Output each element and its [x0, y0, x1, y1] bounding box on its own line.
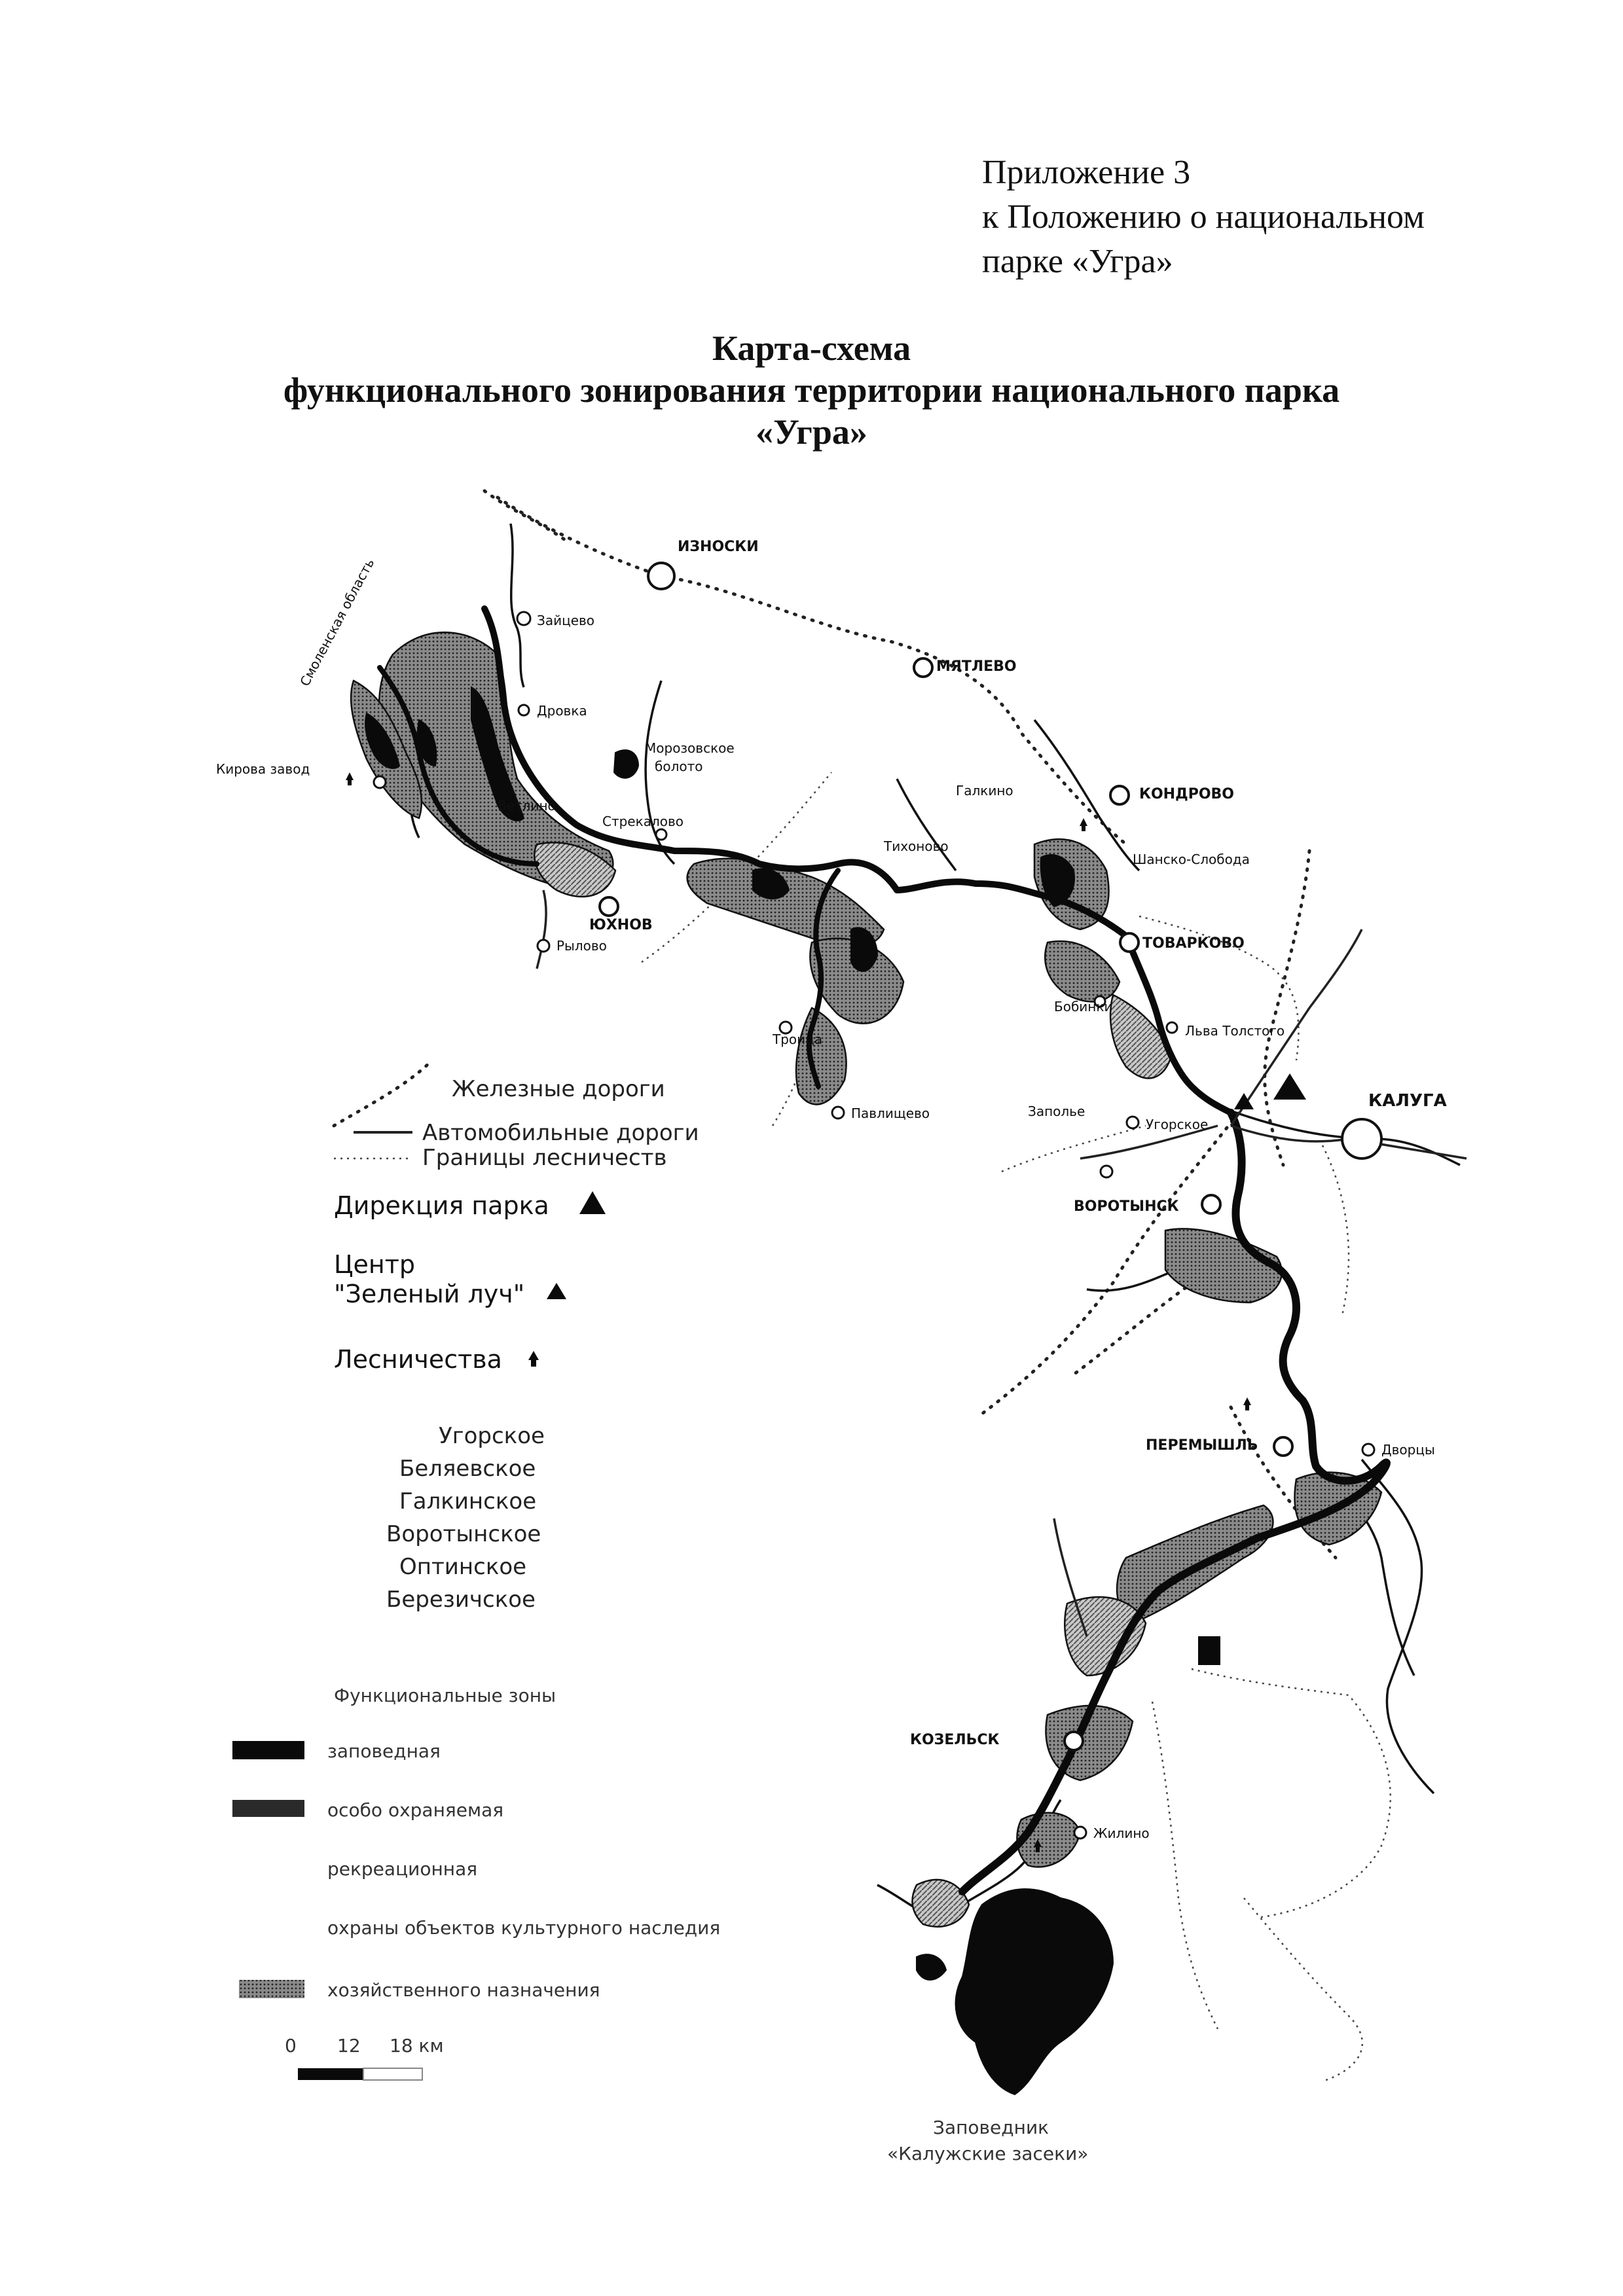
rec-zone-south — [912, 1880, 969, 1927]
town-kondrovo-icon — [1110, 786, 1129, 804]
label-ugorskoe: Угорское — [1146, 1117, 1209, 1132]
zone-vorotynsk-south — [1165, 1229, 1282, 1302]
forestry-border-4 — [1002, 1126, 1146, 1172]
forestry-border-7 — [1152, 1702, 1218, 2029]
title-line-2: функционального зонирования территории национального парка — [283, 370, 1340, 410]
legend-zone-economic: хозяйственного назначения — [327, 1979, 600, 2001]
legend-forestry-1: Угорское — [439, 1423, 545, 1449]
reserve-kaluzhskie-zaseki — [956, 1889, 1113, 2094]
town-iznoski-icon — [648, 563, 674, 589]
legend-zones-title: Функциональные зоны — [334, 1685, 556, 1706]
zones-economic — [351, 632, 1381, 1867]
label-rylkovo: Рылово — [556, 938, 607, 954]
legend-scale-0: 0 — [285, 2035, 297, 2056]
region-label: Смоленская область — [297, 556, 378, 689]
village-pavlishchevo-icon — [832, 1107, 844, 1119]
label-strekalovo: Стрекалово — [602, 814, 684, 829]
legend-zone-protected-swatch — [232, 1800, 304, 1817]
label-iznoski: ИЗНОСКИ — [678, 539, 759, 555]
road-yukhnov — [537, 890, 546, 969]
title-line-1: Карта-схема — [712, 329, 911, 368]
legend-center-line1: Центр — [334, 1250, 415, 1279]
label-troitsa: Троица — [773, 1031, 823, 1047]
appendix-line-1: Приложение 3 — [982, 154, 1191, 191]
label-tovarkovo: ТОВАРКОВО — [1142, 935, 1245, 952]
legend-railways: Железные дороги — [452, 1076, 665, 1102]
label-yukhnov: ЮХНОВ — [589, 917, 653, 933]
legend-park-directorate: Дирекция парка — [334, 1191, 549, 1220]
label-zaitsevo: Зайцево — [537, 613, 595, 628]
town-kaluga-icon — [1342, 1119, 1381, 1158]
label-kaluga: КАЛУГА — [1368, 1091, 1447, 1111]
legend-forestry-4: Воротынское — [386, 1521, 541, 1547]
legend-center-line2: "Зеленый луч" — [334, 1280, 525, 1308]
legend-center-triangle-icon — [547, 1283, 566, 1299]
legend-forestries-title: Лесничества — [334, 1345, 502, 1374]
legend-forestry-3: Галкинское — [399, 1488, 537, 1515]
town-vorotynsk-icon — [1202, 1195, 1220, 1213]
label-kondrovo: КОНДРОВО — [1139, 786, 1234, 802]
legend-zone-reserve-swatch — [232, 1741, 304, 1759]
forestry-border-6 — [1192, 1669, 1391, 1918]
town-tovarkovo-icon — [1120, 933, 1139, 952]
town-myatlevo-icon — [914, 658, 932, 677]
town-peremyshl-icon — [1274, 1437, 1292, 1456]
label-vorotynsk: ВОРОТЫНСК — [1074, 1198, 1179, 1215]
forestry-border-8 — [1244, 1898, 1362, 2081]
legend-forestry-tree-icon — [528, 1351, 539, 1367]
appendix-line-3: парке «Угра» — [982, 243, 1173, 280]
label-lva-tolstogo: Льва Толстого — [1185, 1023, 1285, 1039]
label-kirov-zavod: Кирова завод — [216, 761, 310, 777]
town-kozelsk-icon — [1065, 1732, 1083, 1750]
legend-scale-bar-light — [363, 2068, 422, 2080]
legend-scale-12: 12 — [337, 2035, 361, 2056]
village-drovka-icon — [519, 705, 529, 715]
legend-scale-18: 18 км — [390, 2035, 444, 2056]
legend-forestry-2: Беляевское — [399, 1456, 536, 1482]
label-galkino: Галкино — [956, 783, 1013, 798]
legend-railway-swatch — [334, 1060, 432, 1126]
label-pavlishchevo: Павлищево — [851, 1105, 930, 1121]
village-ugorskoe-icon — [1127, 1117, 1139, 1128]
forestry-border-5 — [1322, 1145, 1349, 1316]
zone-south-branch — [796, 1008, 846, 1104]
village-strekalovo-icon — [656, 829, 666, 840]
label-tikhonovo: Тихоново — [884, 838, 949, 854]
label-peremyshl: ПЕРЕМЫШЛЬ — [1146, 1437, 1258, 1454]
legend-forestry-6: Березичское — [386, 1587, 536, 1613]
village-lva-icon — [1167, 1022, 1177, 1033]
river-kaluga-oka — [1218, 1106, 1460, 1165]
label-drovka: Дровка — [537, 703, 587, 719]
village-zapolye-icon — [1101, 1166, 1112, 1177]
legend-scale-bar — [298, 2068, 363, 2080]
label-myatlevo: МЯТЛЕВО — [936, 658, 1017, 675]
legend-zone-economic-swatch — [239, 1980, 304, 1998]
label-shanskiy: Шанско-Слобода — [1133, 852, 1250, 867]
label-kozelsk: КОЗЕЛЬСК — [910, 1732, 1000, 1748]
park-directorate-triangle-icon — [1273, 1073, 1306, 1100]
legend-zone-reserve: заповедная — [327, 1740, 441, 1762]
appendix-line-2: к Положению о национальном — [982, 198, 1425, 236]
legend-roads: Автомобильные дороги — [422, 1120, 699, 1146]
label-zhilino: Жилино — [1093, 1825, 1150, 1841]
legend-forestry-borders: Границы лесничеств — [422, 1145, 667, 1171]
reserve-south-small — [917, 1954, 946, 1980]
title-line-3: «Угра» — [756, 412, 867, 452]
label-zapolye: Заполье — [1028, 1103, 1085, 1119]
forestry-galkino-tree-icon — [1080, 818, 1087, 831]
legend — [232, 1060, 720, 2080]
legend-directorate-triangle-icon — [579, 1191, 606, 1214]
legend-zone-protected: особо охраняемая — [327, 1799, 504, 1821]
village-zaitsevo-icon — [517, 612, 530, 625]
village-rylkovo-icon — [538, 940, 549, 952]
town-yukhnov-icon — [600, 897, 618, 916]
label-morozovskoe: Морозовское — [645, 740, 735, 756]
reserve-caption-line1: Заповедник — [933, 2117, 1049, 2138]
zone-tovarkovo — [1045, 941, 1120, 1001]
railway-kaluga-east — [1265, 851, 1309, 1165]
reserve-morozovskoe-swamp — [614, 750, 638, 778]
village-dvortsy-icon — [1362, 1444, 1374, 1456]
cultural-site-square-icon — [1198, 1636, 1220, 1665]
legend-zone-recreation: рекреационная — [327, 1858, 478, 1880]
forestry-peremyshl-tree-icon — [1243, 1397, 1251, 1410]
label-bobinki: Бобинки — [1054, 999, 1113, 1014]
forestry-west-tree-icon — [346, 772, 354, 785]
river-shanya — [897, 779, 956, 870]
village-kirov-icon — [374, 776, 386, 788]
railway-iznoski — [498, 497, 1126, 844]
label-vetlino: Ветлино — [498, 798, 556, 814]
legend-zone-cultural: охраны объектов культурного наследия — [327, 1917, 721, 1939]
reserve-caption-line2: «Калужские засеки» — [887, 2143, 1089, 2164]
label-boloto: болото — [655, 759, 703, 774]
river-izverya — [511, 524, 524, 687]
village-zhilino-icon — [1074, 1827, 1086, 1839]
legend-forestry-5: Оптинское — [399, 1554, 527, 1580]
forestry-borders — [642, 772, 1391, 2081]
label-dvortsy: Дворцы — [1381, 1442, 1435, 1458]
